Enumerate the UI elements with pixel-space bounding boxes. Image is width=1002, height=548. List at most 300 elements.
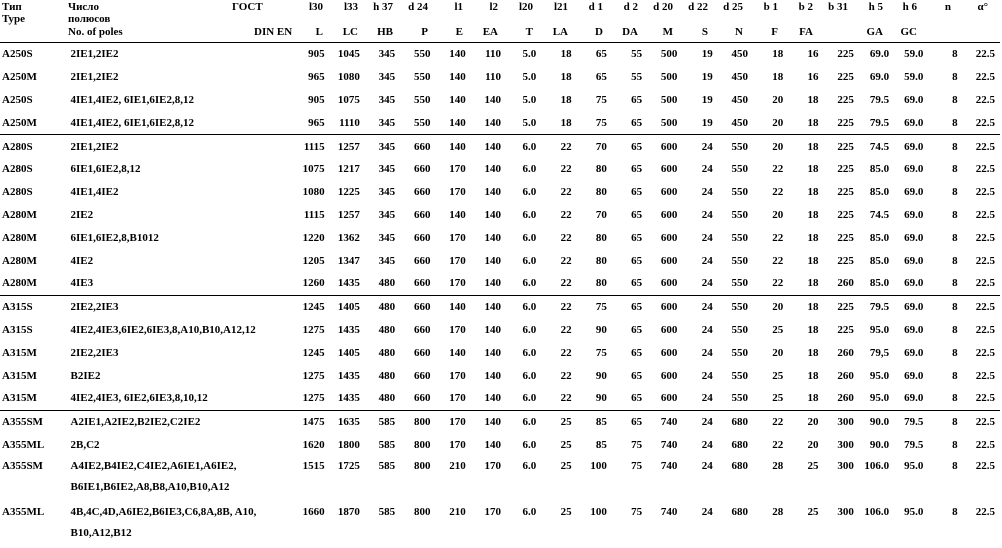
value-cell: 300 bbox=[837, 506, 854, 519]
value-cell: 25 bbox=[560, 460, 572, 473]
value-cell: 95.0 bbox=[904, 460, 924, 473]
poles-cell: 2B,C2 bbox=[70, 438, 100, 451]
value-cell: 345 bbox=[378, 163, 396, 176]
value-cell: 22.5 bbox=[975, 116, 995, 129]
value-cell: 28 bbox=[772, 460, 784, 473]
din-code-4: E bbox=[455, 26, 463, 38]
din-code-11: S bbox=[701, 26, 708, 38]
value-cell: 225 bbox=[837, 71, 854, 84]
value-cell: 680 bbox=[731, 460, 748, 473]
value-cell: 65 bbox=[631, 277, 643, 290]
value-cell: 1045 bbox=[337, 48, 360, 61]
value-cell: 22 bbox=[772, 277, 784, 290]
value-cell: 1405 bbox=[337, 346, 360, 359]
value-cell: 22 bbox=[772, 438, 784, 451]
value-cell: 660 bbox=[400, 295, 435, 318]
value-cell: 69.0 bbox=[904, 346, 924, 359]
value-cell: 1075 bbox=[337, 93, 360, 106]
value-cell: 80 bbox=[595, 254, 607, 267]
value-cell: 22 bbox=[560, 231, 572, 244]
value-cell: 6.0 bbox=[522, 254, 537, 267]
type-cell: A280M bbox=[2, 208, 37, 221]
din-code-1: LC bbox=[342, 26, 358, 38]
value-cell: 8 bbox=[952, 208, 958, 221]
value-cell: 8 bbox=[952, 438, 958, 451]
poles-cell: 4IE1,4IE2 bbox=[70, 186, 119, 199]
value-cell: 22 bbox=[560, 277, 572, 290]
type-cell: A250S bbox=[2, 93, 33, 106]
value-cell: 22 bbox=[560, 186, 572, 199]
value-cell: 260 bbox=[837, 392, 854, 405]
value-cell: 6.0 bbox=[522, 231, 537, 244]
header-type: Type bbox=[2, 13, 26, 25]
value-cell: 18 bbox=[772, 71, 784, 84]
table-row bbox=[0, 319, 1000, 342]
value-cell: 6.0 bbox=[506, 295, 541, 318]
value-cell: 1205 bbox=[302, 254, 325, 267]
value-cell: 300 bbox=[824, 410, 859, 433]
value-cell: 140 bbox=[449, 346, 466, 359]
value-cell: 225 bbox=[837, 208, 854, 221]
gost-code-18: n bbox=[944, 1, 951, 13]
header-din-en: DIN EN bbox=[254, 26, 293, 38]
value-cell: 69.0 bbox=[904, 277, 924, 290]
value-cell: 140 bbox=[484, 277, 502, 290]
value-cell: 80 bbox=[595, 186, 607, 199]
value-cell: 69.0 bbox=[904, 323, 924, 336]
value-cell: 500 bbox=[660, 71, 678, 84]
value-cell: 140 bbox=[449, 48, 466, 61]
value-cell: 18 bbox=[560, 71, 572, 84]
value-cell: 24 bbox=[701, 346, 713, 359]
value-cell: 20 bbox=[772, 346, 784, 359]
din-code-9: DA bbox=[622, 26, 638, 38]
gost-code-9: d 2 bbox=[623, 1, 638, 13]
value-cell: 345 bbox=[378, 116, 396, 129]
value-cell: 24 bbox=[682, 410, 717, 433]
value-cell: 18 bbox=[807, 392, 819, 405]
value-cell: 79,5 bbox=[869, 346, 890, 359]
value-cell: 660 bbox=[413, 369, 431, 382]
value-cell: 1725 bbox=[337, 460, 360, 473]
value-cell: 65 bbox=[631, 163, 643, 176]
value-cell: 140 bbox=[484, 254, 502, 267]
dimension-table-body bbox=[0, 43, 1000, 548]
value-cell: 600 bbox=[660, 186, 678, 199]
poles-cell: 4IE2,4IE3, 6IE2,6IE3,8,10,12 bbox=[70, 392, 208, 405]
value-cell: 550 bbox=[731, 231, 748, 244]
value-cell: 1260 bbox=[302, 277, 325, 290]
table-row bbox=[0, 364, 1000, 387]
value-cell: 1257 bbox=[337, 208, 360, 221]
type-cell: A355ML bbox=[2, 506, 45, 519]
value-cell: 6.0 bbox=[522, 163, 537, 176]
value-cell: 1245 bbox=[302, 346, 325, 359]
value-cell: 24 bbox=[701, 369, 713, 382]
value-cell: 600 bbox=[660, 254, 678, 267]
value-cell: 106.0 bbox=[864, 506, 890, 519]
value-cell: 18 bbox=[807, 254, 819, 267]
value-cell: 79.5 bbox=[894, 410, 928, 433]
value-cell: 65 bbox=[612, 410, 647, 433]
value-cell: 550 bbox=[731, 323, 748, 336]
value-cell: 85.0 bbox=[869, 277, 890, 290]
value-cell: 22.5 bbox=[975, 163, 995, 176]
value-cell: 22.5 bbox=[975, 231, 995, 244]
value-cell: 70 bbox=[577, 135, 612, 158]
value-cell: 90 bbox=[595, 369, 607, 382]
value-cell: 20 bbox=[772, 93, 784, 106]
value-cell: 65 bbox=[631, 186, 643, 199]
gost-code-6: l20 bbox=[518, 1, 533, 13]
value-cell: 170 bbox=[449, 163, 466, 176]
value-cell: 1115 bbox=[302, 135, 329, 158]
value-cell: 8 bbox=[928, 135, 962, 158]
value-cell: 345 bbox=[378, 48, 396, 61]
value-cell: 345 bbox=[378, 208, 396, 221]
value-cell: 1660 bbox=[302, 506, 325, 519]
header-gost: ГОСТ bbox=[232, 1, 263, 13]
value-cell: 965 bbox=[308, 116, 325, 129]
table-row bbox=[0, 66, 1000, 89]
din-code-8: D bbox=[595, 26, 603, 38]
value-cell: 8 bbox=[952, 48, 958, 61]
value-cell: 59.0 bbox=[904, 48, 924, 61]
value-cell: 18 bbox=[807, 231, 819, 244]
value-cell: 680 bbox=[718, 410, 753, 433]
value-cell: 170 bbox=[484, 460, 502, 473]
value-cell: 225 bbox=[837, 116, 854, 129]
value-cell: 22.5 bbox=[963, 295, 1000, 318]
value-cell: 22 bbox=[772, 254, 784, 267]
type-cell: A355ML bbox=[2, 438, 45, 451]
value-cell: 170 bbox=[449, 392, 466, 405]
din-code-13: F bbox=[771, 26, 778, 38]
value-cell: 480 bbox=[378, 369, 396, 382]
value-cell: 660 bbox=[413, 392, 431, 405]
value-cell: 6.0 bbox=[522, 186, 537, 199]
table-row bbox=[0, 272, 1000, 295]
value-cell: 905 bbox=[308, 48, 325, 61]
din-code-2: HB bbox=[377, 26, 393, 38]
value-cell: 345 bbox=[378, 93, 396, 106]
gost-code-10: d 20 bbox=[653, 1, 673, 13]
value-cell: 140 bbox=[435, 295, 470, 318]
value-cell: 6.0 bbox=[522, 277, 537, 290]
value-cell: 18 bbox=[560, 116, 572, 129]
value-cell: 16 bbox=[807, 48, 819, 61]
header-polyusov: полюсов bbox=[68, 13, 111, 25]
value-cell: 500 bbox=[660, 48, 678, 61]
value-cell: 8 bbox=[952, 231, 958, 244]
value-cell: 22 bbox=[541, 295, 576, 318]
value-cell: 450 bbox=[731, 48, 748, 61]
gost-code-13: b 1 bbox=[763, 1, 778, 13]
value-cell: 20 bbox=[753, 135, 788, 158]
value-cell: 6.0 bbox=[522, 460, 537, 473]
value-cell: 550 bbox=[731, 163, 748, 176]
din-code-10: M bbox=[662, 26, 673, 38]
value-cell: 55 bbox=[631, 48, 643, 61]
value-cell: 90.0 bbox=[859, 410, 894, 433]
value-cell: 65 bbox=[631, 208, 643, 221]
table-row bbox=[0, 341, 1000, 364]
value-cell: 1515 bbox=[302, 460, 325, 473]
value-cell: 22.5 bbox=[975, 93, 995, 106]
value-cell: 19 bbox=[701, 93, 713, 106]
value-cell: 170 bbox=[449, 438, 466, 451]
value-cell: 90 bbox=[595, 392, 607, 405]
value-cell: 65 bbox=[631, 392, 643, 405]
value-cell: 8 bbox=[952, 71, 958, 84]
value-cell: 22.5 bbox=[975, 71, 995, 84]
value-cell: 140 bbox=[484, 163, 502, 176]
value-cell: 1275 bbox=[302, 323, 325, 336]
value-cell: 25 bbox=[772, 369, 784, 382]
value-cell: 1245 bbox=[302, 295, 329, 318]
value-cell: 600 bbox=[660, 163, 678, 176]
value-cell: 140 bbox=[484, 369, 502, 382]
value-cell: 85 bbox=[595, 438, 607, 451]
value-cell: 140 bbox=[484, 438, 502, 451]
value-cell: 18 bbox=[807, 93, 819, 106]
value-cell: 8 bbox=[928, 295, 962, 318]
value-cell: 24 bbox=[701, 323, 713, 336]
value-cell: 140 bbox=[449, 93, 466, 106]
table-row bbox=[0, 43, 1000, 66]
value-cell: 22.5 bbox=[975, 254, 995, 267]
value-cell: 170 bbox=[449, 323, 466, 336]
value-cell: 140 bbox=[435, 135, 470, 158]
din-code-3: P bbox=[421, 26, 428, 38]
poles-cell: 4IE2 bbox=[70, 254, 94, 267]
gost-code-3: d 24 bbox=[408, 1, 428, 13]
value-cell: 1110 bbox=[339, 116, 360, 129]
value-cell: 800 bbox=[400, 410, 435, 433]
gost-code-16: h 5 bbox=[868, 1, 883, 13]
value-cell: 225 bbox=[824, 295, 859, 318]
value-cell: 140 bbox=[449, 116, 466, 129]
value-cell: 905 bbox=[308, 93, 325, 106]
gost-code-7: l21 bbox=[553, 1, 568, 13]
value-cell: 450 bbox=[731, 93, 748, 106]
value-cell: 550 bbox=[731, 208, 748, 221]
value-cell: 5.0 bbox=[522, 93, 537, 106]
value-cell: 660 bbox=[413, 254, 431, 267]
poles-cell: A4IE2,B4IE2,C4IE2,A6IE1,A6IE2, B6IE1,B6IE2,A8,B8,A10,B10,A12 bbox=[70, 460, 237, 494]
header-no-of-poles: No. of poles bbox=[68, 26, 123, 38]
value-cell: 140 bbox=[484, 231, 502, 244]
value-cell: 90.0 bbox=[869, 438, 890, 451]
value-cell: 5.0 bbox=[522, 48, 537, 61]
value-cell: 85.0 bbox=[869, 254, 890, 267]
value-cell: 140 bbox=[484, 323, 502, 336]
value-cell: 24 bbox=[701, 186, 713, 199]
value-cell: 140 bbox=[484, 346, 502, 359]
value-cell: 225 bbox=[824, 135, 859, 158]
value-cell: 75 bbox=[631, 460, 643, 473]
value-cell: 965 bbox=[308, 71, 325, 84]
value-cell: 22.5 bbox=[975, 506, 995, 519]
value-cell: 500 bbox=[660, 116, 678, 129]
value-cell: 740 bbox=[660, 506, 678, 519]
value-cell: 25 bbox=[772, 392, 784, 405]
value-cell: 225 bbox=[837, 48, 854, 61]
value-cell: 6.0 bbox=[522, 506, 537, 519]
type-cell: A250M bbox=[2, 71, 37, 84]
value-cell: 8 bbox=[952, 392, 958, 405]
value-cell: 24 bbox=[682, 295, 717, 318]
poles-cell: 4IE1,4IE2, 6IE1,6IE2,8,12 bbox=[70, 93, 195, 106]
value-cell: 22.5 bbox=[975, 186, 995, 199]
value-cell: 170 bbox=[449, 186, 466, 199]
header-chislo: Число bbox=[68, 1, 99, 13]
value-cell: 65 bbox=[595, 71, 607, 84]
value-cell: 680 bbox=[731, 438, 748, 451]
din-code-6: T bbox=[525, 26, 533, 38]
value-cell: 585 bbox=[378, 460, 396, 473]
din-code-12: N bbox=[735, 26, 743, 38]
value-cell: 25 bbox=[560, 506, 572, 519]
type-cell: A315M bbox=[2, 369, 37, 382]
poles-cell: 2IE1,2IE2 bbox=[70, 48, 119, 61]
gost-code-14: b 2 bbox=[798, 1, 813, 13]
value-cell: 600 bbox=[660, 208, 678, 221]
value-cell: 22 bbox=[772, 186, 784, 199]
value-cell: 24 bbox=[701, 208, 713, 221]
value-cell: 65 bbox=[612, 135, 647, 158]
poles-cell: 2IE2 bbox=[70, 208, 94, 221]
value-cell: 74.5 bbox=[869, 208, 890, 221]
value-cell: 75 bbox=[595, 93, 607, 106]
type-cell: A315M bbox=[2, 392, 37, 405]
din-code-0: L bbox=[315, 26, 323, 38]
value-cell: 600 bbox=[660, 369, 678, 382]
value-cell: 59.0 bbox=[904, 71, 924, 84]
value-cell: 8 bbox=[952, 369, 958, 382]
value-cell: 18 bbox=[560, 48, 572, 61]
value-cell: 1435 bbox=[337, 392, 360, 405]
value-cell: 660 bbox=[413, 163, 431, 176]
value-cell: 65 bbox=[631, 231, 643, 244]
poles-cell: 4IE1,4IE2, 6IE1,6IE2,8,12 bbox=[70, 116, 195, 129]
value-cell: 22 bbox=[560, 346, 572, 359]
table-row bbox=[0, 456, 1000, 502]
value-cell: 24 bbox=[682, 135, 717, 158]
poles-cell: 4IE3 bbox=[70, 277, 94, 290]
value-cell: 22 bbox=[560, 208, 572, 221]
value-cell: 660 bbox=[413, 323, 431, 336]
value-cell: 69.0 bbox=[904, 254, 924, 267]
value-cell: 85.0 bbox=[869, 163, 890, 176]
value-cell: 1475 bbox=[302, 410, 329, 433]
table-row bbox=[0, 502, 1000, 548]
din-code-16: GA bbox=[866, 26, 883, 38]
value-cell: 24 bbox=[701, 231, 713, 244]
value-cell: 22 bbox=[772, 231, 784, 244]
value-cell: 69.0 bbox=[869, 71, 890, 84]
value-cell: 65 bbox=[631, 93, 643, 106]
value-cell: 6.0 bbox=[522, 369, 537, 382]
poles-cell: A2IE1,A2IE2,B2IE2,C2IE2 bbox=[67, 410, 303, 433]
value-cell: 550 bbox=[731, 392, 748, 405]
table-row bbox=[0, 181, 1000, 204]
value-cell: 22.5 bbox=[963, 410, 1000, 433]
value-cell: 585 bbox=[378, 506, 396, 519]
value-cell: 80 bbox=[595, 277, 607, 290]
value-cell: 85 bbox=[577, 410, 612, 433]
table-row bbox=[0, 204, 1000, 227]
value-cell: 25 bbox=[807, 506, 819, 519]
value-cell: 1115 bbox=[303, 208, 325, 221]
value-cell: 1220 bbox=[302, 231, 325, 244]
value-cell: 69.0 bbox=[869, 48, 890, 61]
table-row bbox=[0, 295, 1000, 318]
value-cell: 22 bbox=[560, 369, 572, 382]
value-cell: 1075 bbox=[302, 163, 325, 176]
value-cell: 170 bbox=[449, 254, 466, 267]
value-cell: 550 bbox=[731, 254, 748, 267]
value-cell: 18 bbox=[807, 116, 819, 129]
value-cell: 500 bbox=[660, 93, 678, 106]
value-cell: 345 bbox=[378, 186, 396, 199]
value-cell: 600 bbox=[660, 231, 678, 244]
value-cell: 18 bbox=[807, 369, 819, 382]
value-cell: 480 bbox=[378, 323, 396, 336]
value-cell: 225 bbox=[837, 163, 854, 176]
value-cell: 600 bbox=[660, 346, 678, 359]
value-cell: 22.5 bbox=[975, 208, 995, 221]
value-cell: 1347 bbox=[337, 254, 360, 267]
value-cell: 24 bbox=[701, 392, 713, 405]
value-cell: 85.0 bbox=[869, 186, 890, 199]
value-cell: 8 bbox=[952, 93, 958, 106]
value-cell: 106.0 bbox=[864, 460, 890, 473]
value-cell: 550 bbox=[413, 116, 431, 129]
value-cell: 140 bbox=[484, 93, 502, 106]
value-cell: 660 bbox=[400, 135, 435, 158]
value-cell: 18 bbox=[807, 277, 819, 290]
value-cell: 25 bbox=[541, 410, 576, 433]
value-cell: 65 bbox=[631, 323, 643, 336]
value-cell: 85.0 bbox=[869, 231, 890, 244]
value-cell: 550 bbox=[731, 369, 748, 382]
value-cell: 680 bbox=[731, 506, 748, 519]
value-cell: 22.5 bbox=[975, 369, 995, 382]
value-cell: 100 bbox=[590, 506, 607, 519]
value-cell: 18 bbox=[788, 295, 823, 318]
value-cell: 110 bbox=[485, 71, 502, 84]
value-cell: 69.0 bbox=[904, 116, 924, 129]
type-cell: A250S bbox=[2, 48, 33, 61]
value-cell: 65 bbox=[595, 48, 607, 61]
value-cell: 225 bbox=[837, 254, 854, 267]
value-cell: 18 bbox=[788, 135, 823, 158]
value-cell: 8 bbox=[952, 163, 958, 176]
table-row bbox=[0, 135, 1000, 158]
value-cell: 300 bbox=[837, 438, 854, 451]
value-cell: 660 bbox=[413, 277, 431, 290]
value-cell: 1217 bbox=[337, 163, 360, 176]
value-cell: 800 bbox=[413, 438, 431, 451]
value-cell: 65 bbox=[631, 369, 643, 382]
value-cell: 1257 bbox=[330, 135, 365, 158]
value-cell: 22.5 bbox=[963, 135, 1000, 158]
value-cell: 140 bbox=[471, 135, 506, 158]
value-cell: 19 bbox=[701, 48, 713, 61]
type-cell: A280M bbox=[2, 277, 37, 290]
value-cell: 25 bbox=[772, 323, 784, 336]
